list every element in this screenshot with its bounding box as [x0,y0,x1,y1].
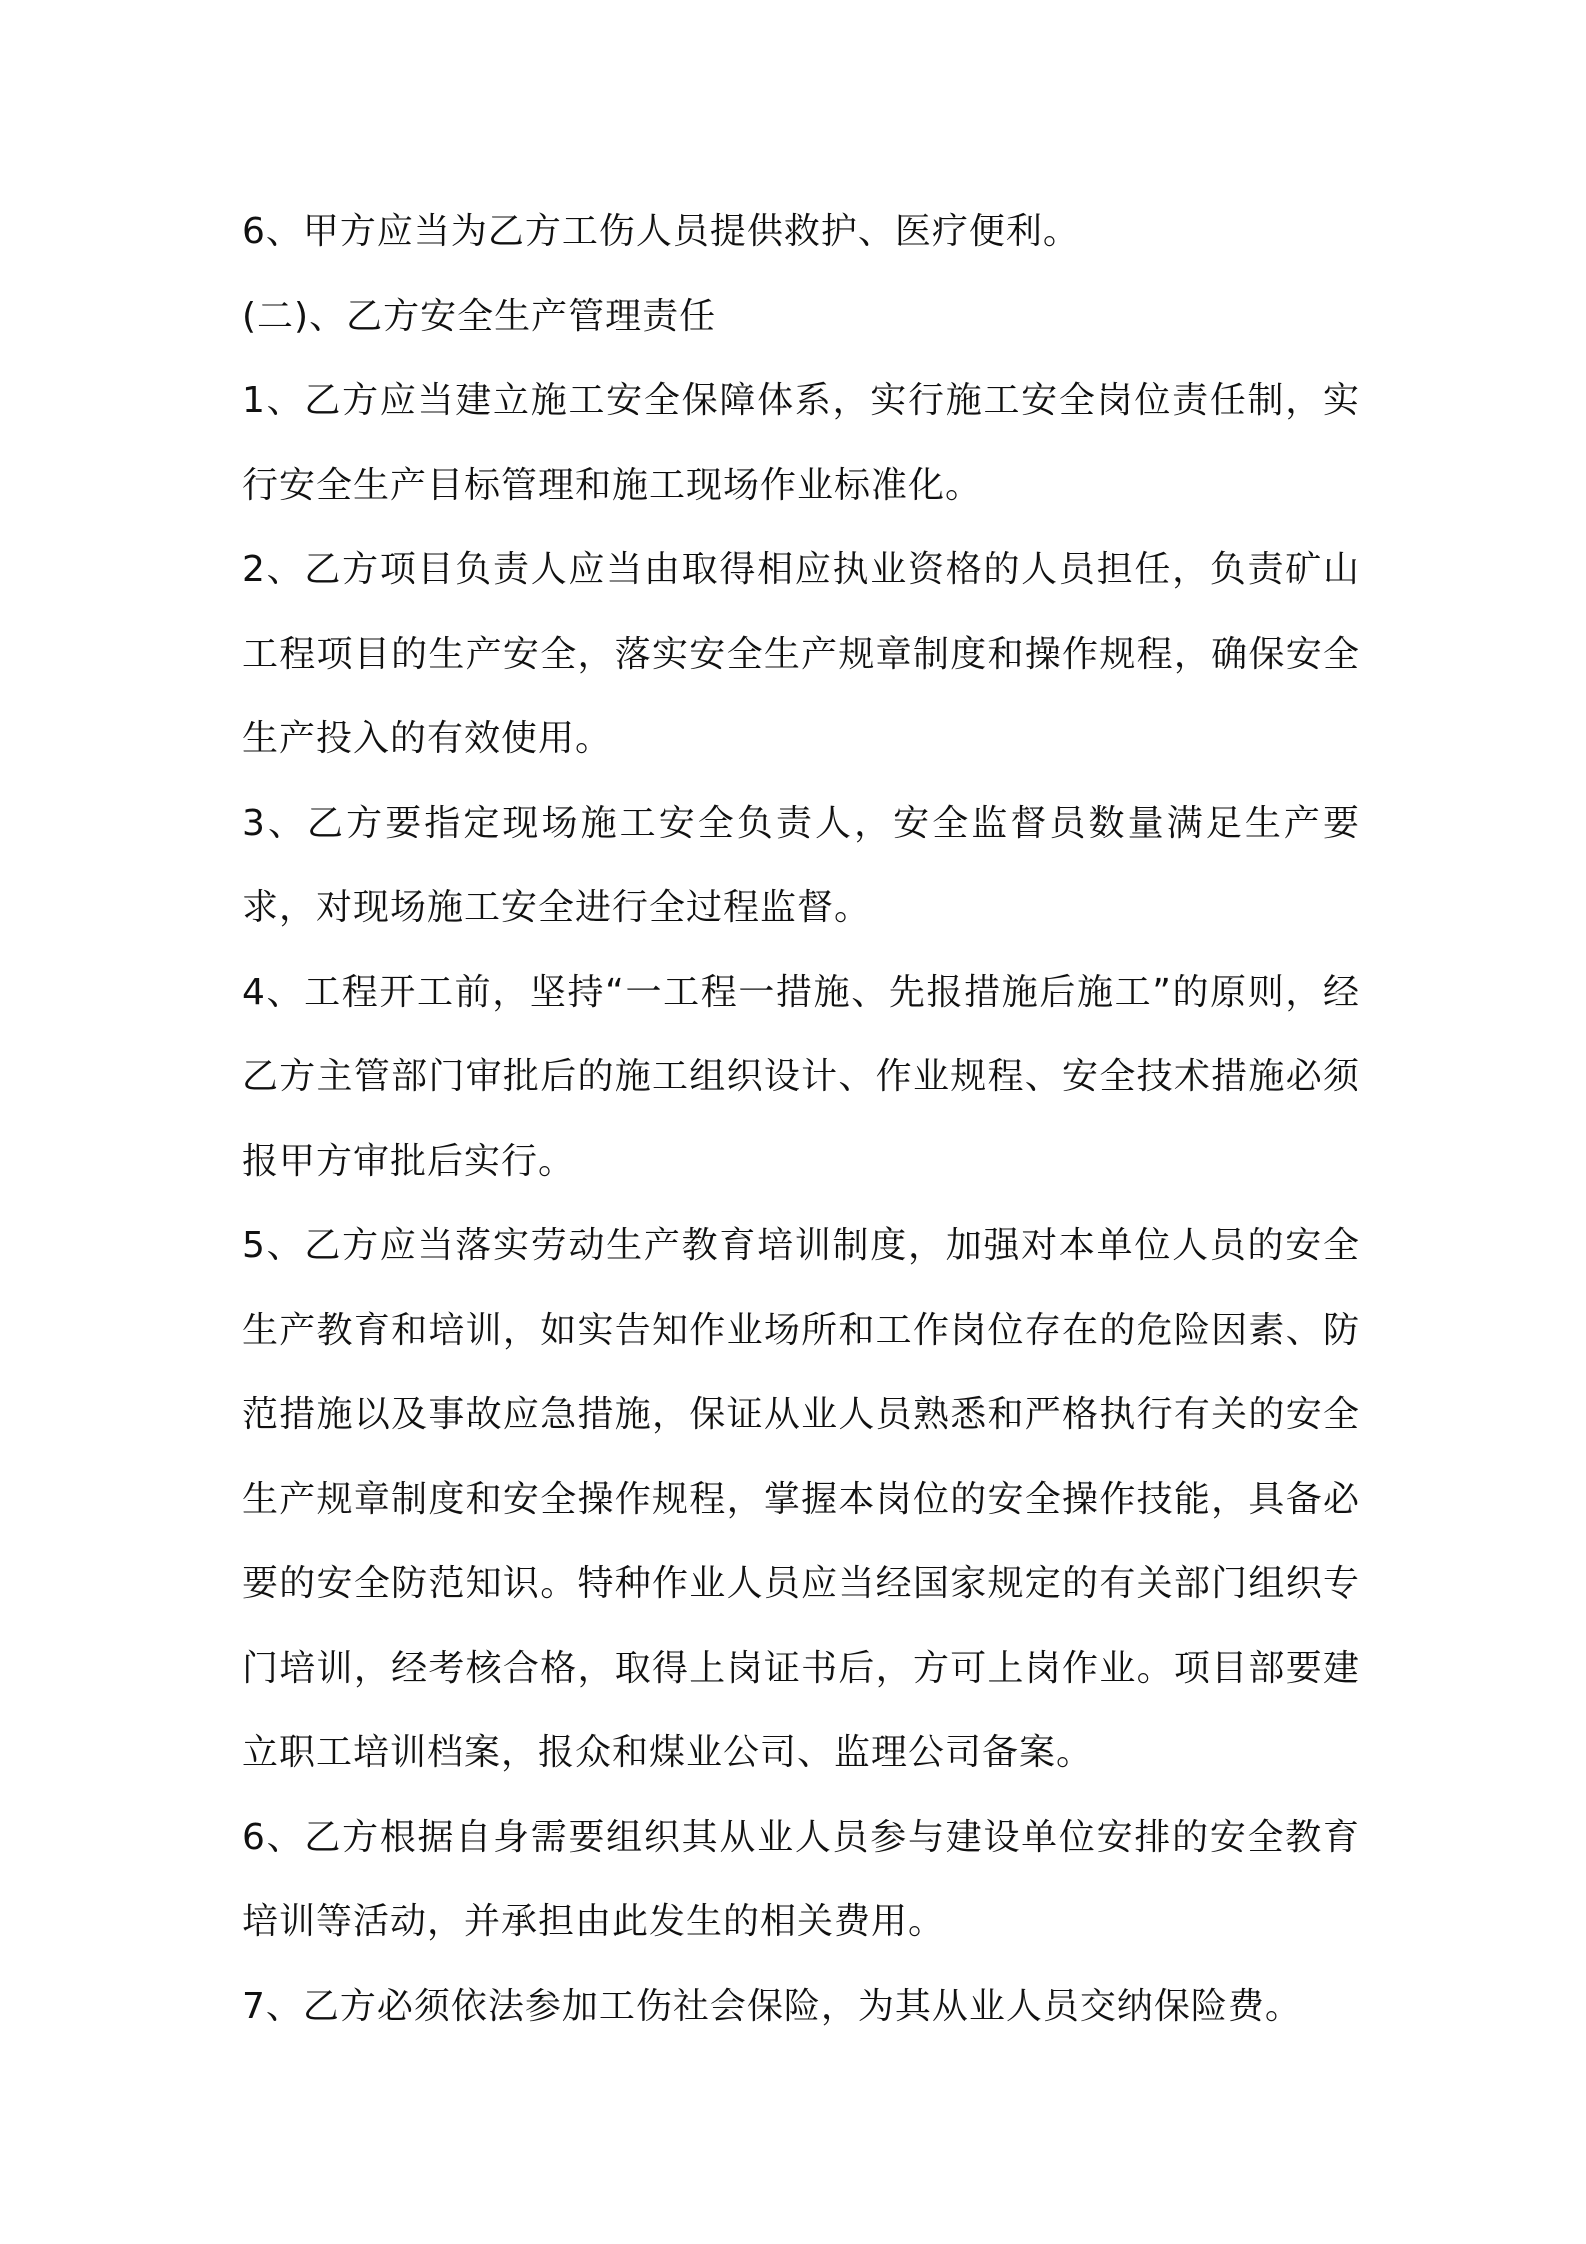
paragraph-b4: 4、工程开工前，坚持“一工程一措施、先报措施后施工”的原则，经乙方主管部门审批后的施工组织设计、作业规程、安全技术措施必须报甲方审批后实行。 [242,971,1360,1182]
paragraph-b2: 2、乙方项目负责人应当由取得相应执业资格的人员担任，负责矿山工程项目的生产安全，落实安全生产规章制度和操作规程，确保安全生产投入的有效使用。 [242,549,1360,759]
paragraph-b1: 1、乙方应当建立施工安全保障体系，实行施工安全岗位责任制，实行安全生产目标管理和施工现场作业标准化。 [242,380,1360,506]
paragraph-b7: 7、乙方必须依法参加工伤社会保险，为其从业人员交纳保险费。 [242,1985,1302,2027]
paragraph-a6: 6、甲方应当为乙方工伤人员提供救护、医疗便利。 [242,211,1080,252]
document-body [242,190,1360,2049]
paragraph-b5: 5、乙方应当落实劳动生产教育培训制度，加强对本单位人员的安全生产教育和培训，如实告知作业场所和工作岗位存在的危险因素、防范措施以及事故应急措施，保证从业人员熟悉和严格执行有关的安全生产规章制度和安全操作规程，掌握本岗位的安全操作技能，具备必要的安全防范知识。特种作业人员应当经国家规定的有关部门组织专门培训，经考核合格，取得上岗证书后，方可上岗作业。项目部要建立职工培训档案，报众和煤业公司、监理公司备案。 [242,1225,1360,1773]
section-heading-b: (二)、乙方安全生产管理责任 [242,295,717,337]
paragraph-b3: 3、乙方要指定现场施工安全负责人，安全监督员数量满足生产要求，对现场施工安全进行全过程监督。 [242,802,1360,928]
paragraph-b6: 6、乙方根据自身需要组织其从业人员参与建设单位安排的安全教育培训等活动，并承担由此发生的相关费用。 [242,1816,1360,1942]
